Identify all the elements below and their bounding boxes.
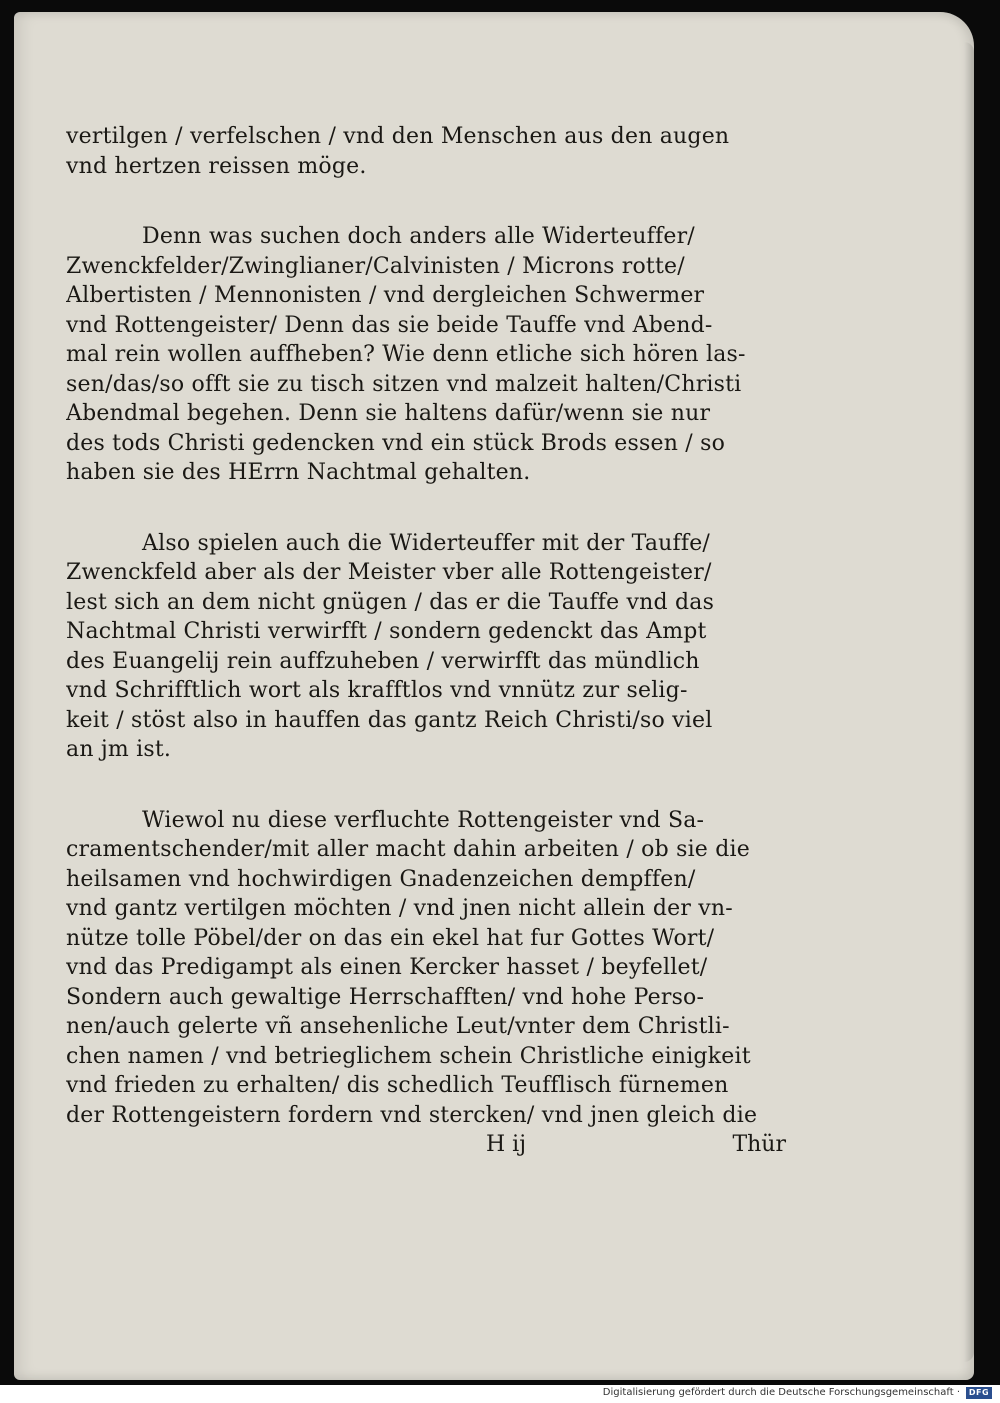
catchword: Thür: [732, 1132, 786, 1157]
text-line: lest sich an dem nicht gnügen / das er die Tauffe vnd das: [66, 589, 715, 615]
paragraph-gap: [66, 488, 806, 529]
text-line: nen/auch gelerte vñ ansehenliche Leut/vnter dem Christli-: [66, 1014, 730, 1039]
page-edge-shadow: [964, 42, 974, 1362]
paragraph-gap: [66, 181, 806, 222]
text-line: nütze tolle Pöbel/der on das ein ekel hat fur Gottes Wort/: [66, 925, 715, 951]
text-line: chen namen / vnd betrieglichem schein Christliche einigkeit: [66, 1043, 751, 1069]
text-line: des tods Christi gedencken vnd ein stück Brods essen / so: [66, 430, 726, 456]
footer-bar: [0, 1385, 1000, 1403]
text-line: Albertisten / Mennonisten / vnd dergleichen Schwermer: [66, 283, 705, 308]
book-page: [14, 12, 974, 1380]
text-line: heilsamen vnd hochwirdigen Gnadenzeichen dempffen/: [66, 866, 696, 892]
text-line: an jm ist.: [66, 737, 172, 762]
text-line: vnd Schrifftlich wort als krafftlos vnd vnnütz zur selig-: [66, 678, 688, 703]
text-line: cramentschender/mit aller macht dahin arbeiten / ob sie die: [66, 837, 750, 862]
text-block: [66, 122, 806, 1130]
text-line: der Rottengeistern fordern vnd stercken/ vnd jnen gleich die: [66, 1102, 758, 1128]
text-line: Nachtmal Christi verwirfft / sondern gedenckt das Ampt: [66, 619, 707, 644]
text-line: Sondern auch gewaltige Herrschafften/ vnd hohe Perso-: [66, 984, 705, 1010]
text-line: vertilgen / verfelschen / vnd den Menschen aus den augen: [66, 124, 730, 149]
text-line: Also spielen auch die Widerteuffer mit der Tauffe/: [142, 530, 711, 556]
paragraph-3: [66, 529, 806, 765]
paragraph-2: [66, 222, 806, 488]
text-line: vnd frieden zu erhalten/ dis schedlich Teufflisch fürnemen: [66, 1073, 729, 1098]
text-line: Denn was suchen doch anders alle Widerteuffer/: [142, 224, 695, 249]
signature-line: [66, 1132, 786, 1164]
text-line: Abendmal begehen. Denn sie haltens dafür/wenn sie nur: [66, 401, 711, 426]
dfg-logo-icon: DFG: [966, 1387, 992, 1399]
text-line: vnd Rottengeister/ Denn das sie beide Tauffe vnd Abend-: [66, 312, 713, 338]
text-line: mal rein wollen auffheben? Wie denn etliche sich hören las-: [66, 342, 746, 367]
text-line: des Euangelij rein auffzuheben / verwirfft das mündlich: [66, 648, 700, 674]
footer-credit: Digitalisierung gefördert durch die Deutsche Forschungsgemeinschaft ·: [602, 1387, 960, 1398]
paragraph-gap: [66, 765, 806, 806]
paragraph-4: [66, 806, 806, 1131]
signature-mark: H ij: [486, 1132, 527, 1157]
text-line: sen/das/so offt sie zu tisch sitzen vnd malzeit halten/Christi: [66, 371, 742, 397]
text-line: haben sie des HErrn Nachtmal gehalten.: [66, 460, 531, 485]
text-line: Zwenckfeld aber als der Meister vber alle Rottengeister/: [66, 560, 712, 585]
text-line: Wiewol nu diese verfluchte Rottengeister vnd Sa-: [142, 807, 705, 833]
text-line: keit / stöst also in hauffen das gantz Reich Christi/so viel: [66, 707, 713, 733]
paragraph-1: [66, 122, 806, 181]
text-line: vnd gantz vertilgen möchten / vnd jnen nicht allein der vn-: [66, 896, 733, 921]
text-line: vnd das Predigampt als einen Kercker hasset / beyfellet/: [66, 955, 708, 980]
text-line: Zwenckfelder/Zwinglianer/Calvinisten / Microns rotte/: [66, 253, 685, 279]
text-line: vnd hertzen reissen möge.: [66, 153, 367, 179]
